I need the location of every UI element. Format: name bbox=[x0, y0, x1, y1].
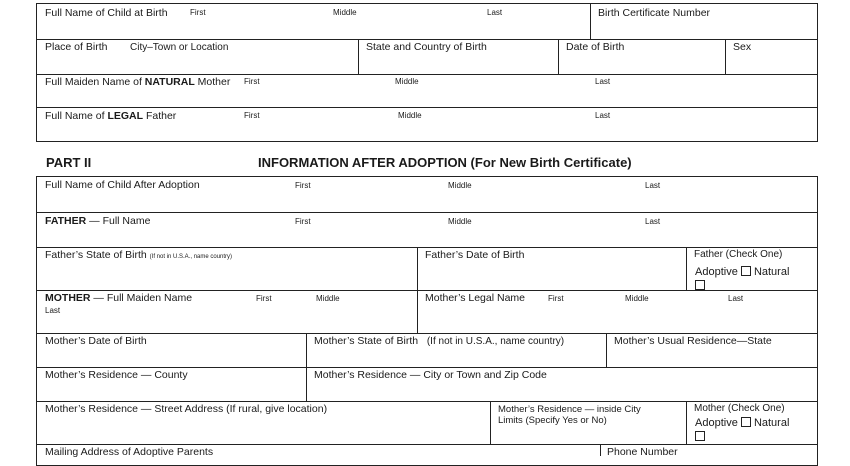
residence-county-label: Mother’s Residence — County bbox=[45, 369, 188, 381]
middle-label: Middle bbox=[395, 77, 419, 86]
last-label: Last bbox=[728, 294, 744, 303]
mother-natural-checkbox[interactable] bbox=[695, 431, 705, 441]
birth-certificate-number-label: Birth Certificate Number bbox=[598, 7, 711, 19]
divider bbox=[490, 401, 491, 444]
divider bbox=[358, 39, 359, 74]
father-natural-checkbox[interactable] bbox=[695, 280, 705, 290]
last-label: Last bbox=[487, 8, 503, 17]
divider bbox=[36, 290, 818, 291]
divider bbox=[686, 247, 687, 290]
last-label: Last bbox=[645, 181, 661, 190]
mother-state-of-birth-label bbox=[314, 336, 564, 347]
city-town-label: City–Town or Location bbox=[130, 42, 229, 53]
father-state-of-birth-label bbox=[45, 250, 232, 261]
date-of-birth-label: Date of Birth bbox=[566, 41, 625, 53]
first-label: First bbox=[244, 111, 260, 120]
label-note: (If not in U.S.A., name country) bbox=[426, 336, 565, 347]
middle-label: Middle bbox=[316, 294, 340, 303]
middle-label: Middle bbox=[333, 8, 357, 17]
legal-father-label bbox=[45, 111, 176, 122]
label-text: Full Name of bbox=[45, 110, 108, 122]
section-title: INFORMATION AFTER ADOPTION (For New Birth Certificate) bbox=[258, 155, 632, 170]
residence-city-zip-label: Mother’s Residence — City or Town and Zip Code bbox=[314, 369, 547, 381]
label-emphasis: LEGAL bbox=[107, 110, 144, 122]
adoptive-label: Adoptive bbox=[695, 417, 738, 429]
first-label: First bbox=[244, 77, 260, 86]
middle-label: Middle bbox=[398, 111, 422, 120]
last-label: Last bbox=[645, 217, 661, 226]
divider bbox=[36, 401, 818, 402]
divider bbox=[606, 333, 607, 367]
child-birth-name-label: Full Name of Child at Birth bbox=[45, 7, 168, 19]
middle-label: Middle bbox=[625, 294, 649, 303]
mother-legal-name-label: Mother’s Legal Name bbox=[425, 292, 525, 304]
father-adoptive-checkbox[interactable] bbox=[741, 266, 751, 276]
label-text: Mother’s State of Birth bbox=[314, 335, 419, 347]
mother-adoptive-checkbox[interactable] bbox=[741, 417, 751, 427]
last-label: Last bbox=[45, 306, 61, 315]
label-line: Mother’s Residence — inside City bbox=[498, 404, 641, 415]
last-label: Last bbox=[595, 77, 611, 86]
residence-street-label: Mother’s Residence — Street Address (If rural, give location) bbox=[45, 403, 328, 415]
label-emphasis: NATURAL bbox=[144, 76, 195, 88]
first-label: First bbox=[548, 294, 564, 303]
father-adoptive-option bbox=[695, 266, 789, 278]
divider bbox=[306, 333, 307, 401]
divider bbox=[558, 39, 559, 74]
divider bbox=[36, 333, 818, 334]
divider bbox=[36, 444, 818, 445]
adoptive-label: Adoptive bbox=[695, 266, 738, 278]
mother-adoptive-option bbox=[695, 417, 789, 429]
natural-mother-label bbox=[45, 77, 230, 88]
label-text: Father bbox=[143, 110, 177, 122]
divider bbox=[417, 247, 418, 333]
first-label: First bbox=[190, 8, 206, 17]
mailing-address-label: Mailing Address of Adoptive Parents bbox=[45, 446, 214, 458]
father-date-of-birth-label: Father’s Date of Birth bbox=[425, 249, 525, 261]
first-label: First bbox=[295, 217, 311, 226]
last-label: Last bbox=[595, 111, 611, 120]
label-text: Mother bbox=[194, 76, 231, 88]
father-full-name-label bbox=[45, 216, 150, 227]
label-text: Full Maiden Name of bbox=[45, 76, 145, 88]
middle-label: Middle bbox=[448, 181, 472, 190]
father-check-label: Father (Check One) bbox=[694, 249, 783, 260]
mother-date-of-birth-label: Mother’s Date of Birth bbox=[45, 335, 147, 347]
divider bbox=[600, 444, 601, 456]
label-text: Father’s State of Birth bbox=[45, 249, 147, 261]
mother-maiden-name-label bbox=[45, 293, 192, 304]
divider bbox=[686, 401, 687, 444]
divider bbox=[36, 74, 818, 75]
divider bbox=[725, 39, 726, 74]
divider bbox=[36, 107, 818, 108]
divider bbox=[590, 3, 591, 39]
mother-usual-residence-state-label: Mother’s Usual Residence—State bbox=[614, 335, 772, 347]
sex-label: Sex bbox=[733, 41, 752, 53]
divider bbox=[36, 367, 818, 368]
middle-label: Middle bbox=[448, 217, 472, 226]
divider bbox=[36, 247, 818, 248]
part-label: PART II bbox=[46, 155, 92, 170]
label-note: (If not in U.S.A., name country) bbox=[149, 254, 233, 260]
mother-check-label: Mother (Check One) bbox=[694, 403, 785, 414]
place-of-birth-label: Place of Birth bbox=[45, 41, 108, 53]
label-emphasis: FATHER bbox=[45, 215, 87, 227]
label-emphasis: MOTHER bbox=[45, 292, 91, 304]
phone-number-label: Phone Number bbox=[607, 446, 678, 458]
child-after-adoption-label: Full Name of Child After Adoption bbox=[45, 179, 200, 191]
natural-label: Natural bbox=[753, 266, 790, 278]
divider bbox=[36, 212, 818, 213]
natural-label: Natural bbox=[753, 417, 790, 429]
label-text: — Full Name bbox=[86, 215, 151, 227]
divider bbox=[36, 39, 818, 40]
inside-city-limits-label bbox=[498, 404, 641, 426]
label-text: — Full Maiden Name bbox=[90, 292, 193, 304]
first-label: First bbox=[256, 294, 272, 303]
state-country-birth-label: State and Country of Birth bbox=[366, 41, 487, 53]
first-label: First bbox=[295, 181, 311, 190]
label-line: Limits (Specify Yes or No) bbox=[498, 415, 607, 426]
